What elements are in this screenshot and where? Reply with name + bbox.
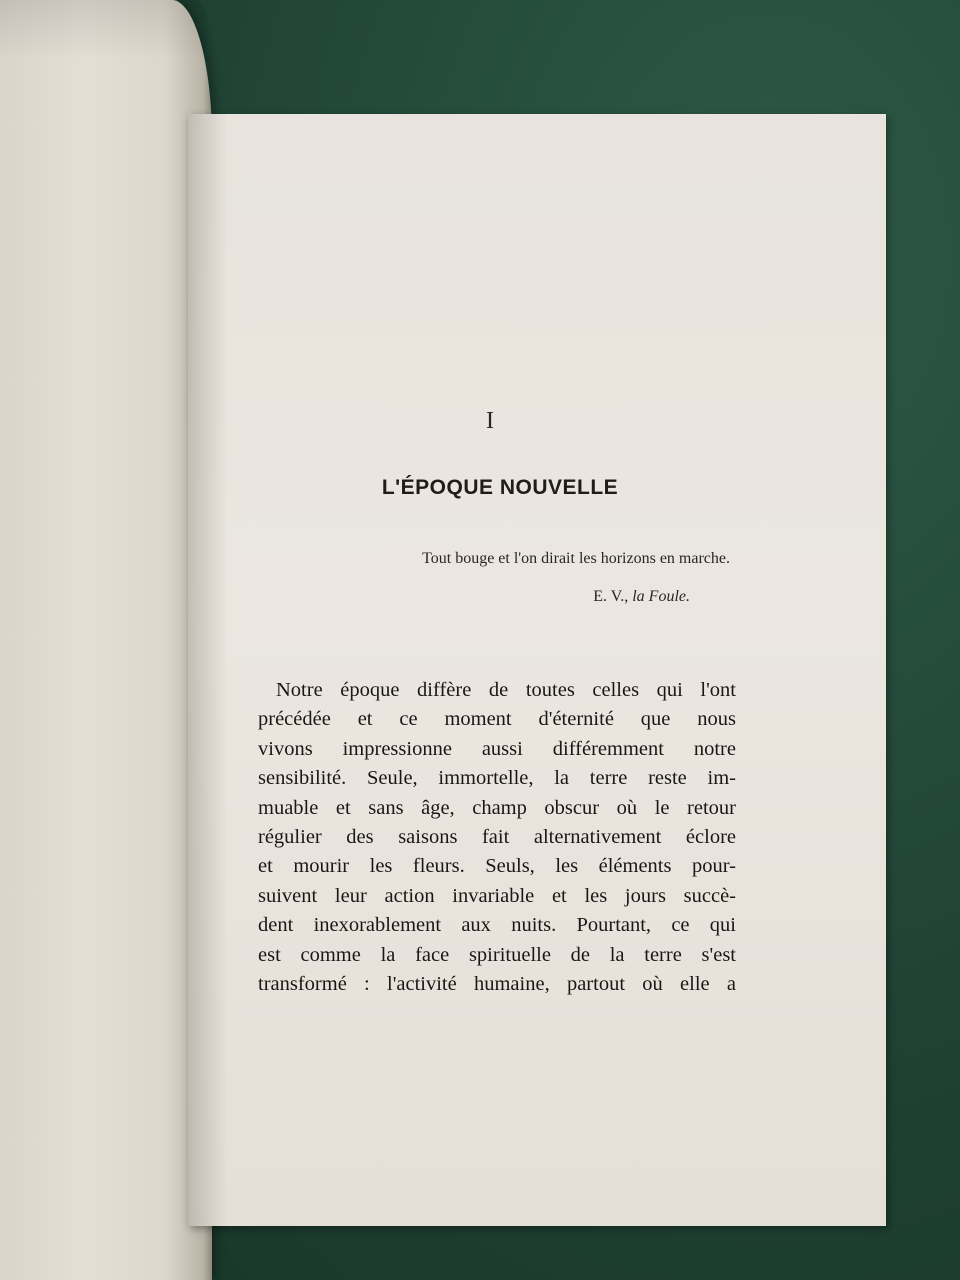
body-line: transformé : l'activité humaine, partout où elle a (258, 973, 736, 996)
body-line: régulier des saisons fait alternativement éclore (258, 826, 736, 849)
epigraph-attribution (430, 588, 690, 606)
epigraph: Tout bouge et l'on dirait les horizons en marche. (422, 550, 730, 567)
epigraph-work: la Foule. (632, 588, 690, 605)
body-line: suivent leur action invariable et les jours succè- (258, 884, 736, 907)
chapter-number: I (486, 408, 494, 434)
epigraph-author: E. V., (593, 588, 629, 605)
body-line: dent inexorablement aux nuits. Pourtant, ce qui (258, 914, 736, 937)
body-text (258, 676, 736, 999)
chapter-title: L'ÉPOQUE NOUVELLE (381, 476, 619, 499)
body-line: et mourir les fleurs. Seuls, les éléments pour- (258, 855, 736, 878)
book-page (188, 114, 886, 1226)
body-line: est comme la face spirituelle de la terre s'est (258, 943, 736, 966)
body-line: Notre époque diffère de toutes celles qui l'ont (276, 679, 736, 701)
body-line: sensibilité. Seule, immortelle, la terre reste im- (258, 767, 736, 790)
left-page (0, 0, 212, 1280)
body-line: vivons impressionne aussi différemment notre (258, 737, 736, 760)
left-page-edge (0, 0, 212, 60)
body-line: précédée et ce moment d'éternité que nous (258, 708, 736, 731)
body-line: muable et sans âge, champ obscur où le retour (258, 796, 736, 819)
